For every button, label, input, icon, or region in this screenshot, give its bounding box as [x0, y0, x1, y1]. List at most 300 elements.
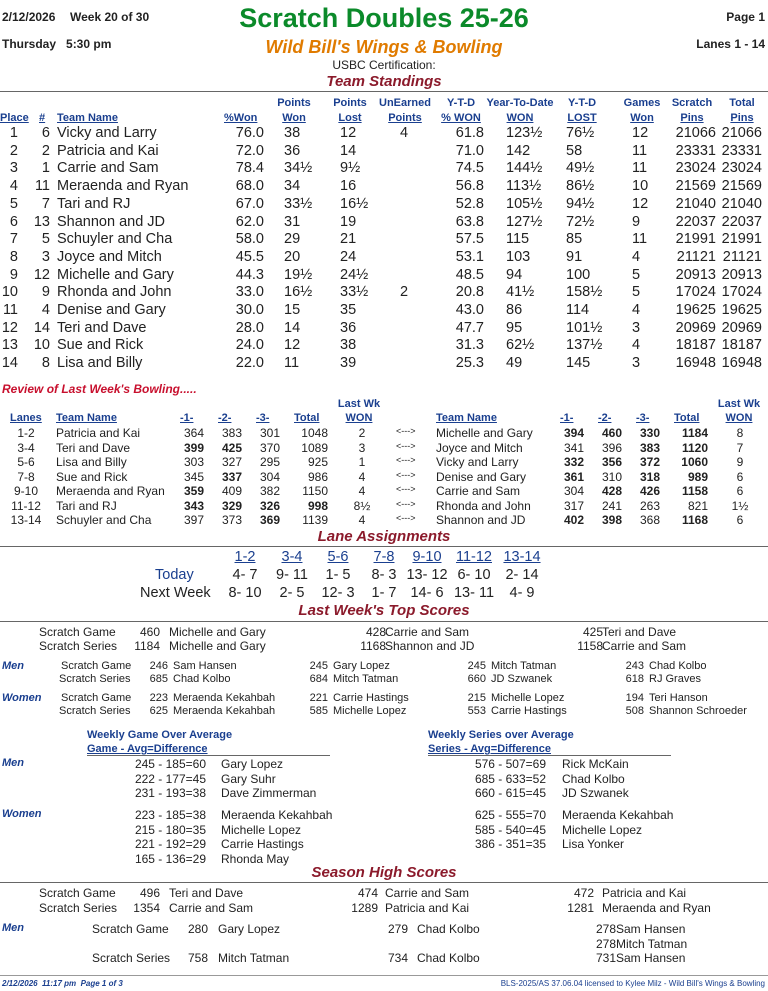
cell-total-pins: 20913: [721, 266, 762, 283]
rv-game-b: 318: [639, 469, 660, 484]
cell-place: 12: [1, 319, 18, 336]
cell-pts-won: 36: [284, 142, 301, 159]
cell-ytd-lost: 85: [566, 231, 583, 248]
score-name: Chad Kolbo: [417, 922, 480, 936]
cell-ytd-pct: 56.8: [455, 178, 484, 195]
cell-total-pins: 21066: [721, 125, 762, 141]
diff-value: 223 - 185=38: [134, 808, 206, 822]
cell-ytd-won: 142: [506, 142, 531, 159]
score-name: Carrie and Sam: [385, 625, 470, 639]
col-num: #: [39, 112, 46, 124]
rv-col-lastwk-1: Last Wk: [337, 398, 381, 410]
score-value: 758: [187, 951, 208, 965]
cell-num: 4: [41, 302, 50, 318]
lane-pair-header: 5-6: [327, 549, 349, 565]
cell-ytd-pct: 48.5: [455, 266, 484, 283]
rv-game-b: 428: [601, 484, 622, 498]
cell-ytd-pct: 25.3: [455, 355, 484, 372]
cell-ytd-lost: 86½: [566, 178, 595, 195]
next-week-label: Next Week: [140, 585, 211, 601]
rv-total-b: 1158: [681, 484, 708, 498]
score-value: 553: [467, 705, 486, 717]
lane-next-week: 2- 5: [279, 585, 305, 601]
over-avg-women-label: Women: [2, 808, 42, 820]
cell-pts-lost: 19: [340, 213, 357, 230]
diff-value: 245 - 185=60: [134, 757, 206, 771]
season-scratch-series-label: Scratch Series: [39, 901, 118, 915]
score-value: 684: [309, 673, 328, 685]
cell-place: 3: [9, 160, 18, 177]
rv-game-b: 304: [563, 484, 584, 498]
score-value: 194: [625, 692, 644, 704]
cell-pctwon: 33.0: [235, 284, 264, 301]
rv-game-a: 364: [183, 426, 204, 440]
score-value: 223: [149, 692, 168, 704]
diff-value: 221 - 192=29: [134, 837, 206, 851]
lane-next-week: 1- 7: [371, 585, 397, 601]
rv-game-a: 425: [221, 440, 242, 455]
cell-total-pins: 23331: [721, 142, 762, 159]
report-date: 2/12/2026: [2, 10, 56, 24]
cell-ytd-lost: 49½: [566, 160, 595, 177]
rv-col-total: Total: [294, 412, 320, 424]
cell-team: Tari and RJ: [57, 195, 131, 212]
cell-pts-won: 29: [284, 231, 301, 248]
rv-game-a: 295: [259, 455, 280, 469]
lane-next-week: 12- 3: [321, 585, 355, 601]
cell-games-won: 10: [632, 178, 649, 195]
season-men-game-label: Scratch Game: [92, 922, 169, 936]
cell-scratch-pins: 22037: [675, 213, 716, 230]
rv-col-g2-b: -2-: [598, 412, 612, 424]
score-name: Teri Hanson: [649, 692, 708, 704]
rv-col-g3: -3-: [256, 412, 270, 424]
cell-team: Vicky and Larry: [57, 125, 157, 141]
col-place: Place: [0, 112, 29, 124]
cell-pts-won: 19½: [284, 266, 313, 283]
cell-pctwon: 58.0: [235, 231, 264, 248]
cell-team: Schuyler and Cha: [57, 231, 173, 248]
cell-pts-won: 11: [284, 355, 300, 372]
score-name: Mitch Tatman: [616, 937, 688, 951]
cell-pctwon: 78.4: [235, 160, 264, 177]
rv-total-b: 989: [687, 469, 708, 484]
cell-place: 8: [9, 248, 18, 265]
rv-team-b: Shannon and JD: [436, 513, 526, 527]
rv-lanes: 7-8: [17, 469, 35, 484]
cell-pctwon: 30.0: [235, 302, 264, 318]
cell-place: 13: [1, 337, 18, 354]
league-title: Scratch Doubles 25-26: [239, 3, 529, 33]
score-value: 685: [149, 673, 168, 685]
diff-name: Michelle Lopez: [562, 822, 643, 837]
rv-vs-arrow: <--->: [396, 440, 416, 451]
rv-lanes: 11-12: [11, 498, 41, 513]
lane-next-week: 13- 11: [453, 585, 495, 601]
women-scratch-series-label: Scratch Series: [59, 705, 131, 717]
col-total-2: Pins: [730, 112, 754, 124]
cell-scratch-pins: 21569: [675, 178, 716, 195]
score-value: 585: [309, 705, 328, 717]
rv-team-b: Vicky and Larry: [436, 455, 519, 469]
rv-lanes: 3-4: [17, 440, 35, 455]
score-value: 1281: [567, 901, 594, 915]
cell-ytd-won: 62½: [506, 337, 535, 354]
cell-games-won: 4: [632, 248, 641, 265]
cell-scratch-pins: 23331: [675, 142, 716, 159]
lane-today: 13- 12: [406, 567, 448, 583]
rv-won-b: 6: [736, 469, 744, 484]
rv-won-b: 6: [736, 513, 744, 527]
score-name: Shannon and JD: [385, 639, 475, 653]
score-value: 215: [467, 692, 486, 704]
cell-num: 14: [33, 319, 50, 336]
cell-pctwon: 45.5: [235, 248, 264, 265]
lanes-range: Lanes 1 - 14: [696, 37, 765, 51]
rv-game-b: 310: [601, 469, 622, 484]
cell-ytd-lost: 145: [566, 355, 591, 372]
score-name: Patricia and Kai: [385, 901, 470, 915]
rv-total-a: 925: [307, 455, 328, 469]
rv-won-a: 4: [358, 469, 366, 484]
cell-games-won: 3: [632, 355, 641, 372]
diff-value: 386 - 351=35: [474, 837, 546, 851]
rv-game-b: 460: [601, 426, 622, 440]
rv-col-g2: -2-: [218, 412, 232, 424]
score-name: Meraenda and Ryan: [602, 901, 711, 915]
lane-pair-header: 9-10: [412, 549, 442, 565]
cell-place: 4: [9, 178, 18, 195]
rv-col-lastwk-2: WON: [345, 412, 373, 424]
diff-name: Meraenda Kekahbah: [221, 808, 333, 822]
score-name: Meraenda Kekahbah: [173, 705, 276, 717]
rv-lanes: 9-10: [13, 484, 39, 498]
rv-game-a: 383: [221, 426, 242, 440]
score-value: 1289: [351, 901, 378, 915]
rv-col-g3-b: -3-: [636, 412, 650, 424]
score-name: Gary Lopez: [218, 922, 281, 936]
cell-games-won: 11: [632, 160, 648, 177]
cell-scratch-pins: 21066: [675, 125, 716, 141]
cell-ytd-pct: 31.3: [455, 337, 484, 354]
cell-team: Meraenda and Ryan: [57, 178, 189, 195]
footer-right: BLS-2025/AS 37.06.04 licensed to Kylee Milz - Wild Bill's Wings & Bowling: [500, 979, 765, 988]
lane-today: 4- 7: [232, 567, 258, 583]
lane-today: 8- 3: [371, 567, 397, 583]
rv-team-a: Sue and Rick: [56, 469, 128, 484]
cell-pctwon: 62.0: [235, 213, 264, 230]
cell-ytd-won: 49: [506, 355, 523, 372]
cell-pts-won: 12: [284, 337, 301, 354]
diff-name: Carrie Hastings: [221, 837, 304, 851]
cell-total-pins: 23024: [721, 160, 762, 177]
cell-total-pins: 21991: [721, 231, 762, 248]
cell-ytd-pct: 53.1: [455, 248, 484, 265]
season-high-title: Season High Scores: [311, 864, 457, 881]
rv-team-b: Carrie and Sam: [436, 484, 521, 498]
cell-games-won: 4: [632, 337, 641, 354]
score-name: Michelle and Gary: [169, 639, 266, 653]
col-ytdlost-2: LOST: [567, 112, 597, 124]
col-unearned-1: UnEarned: [379, 97, 431, 109]
diff-name: Chad Kolbo: [562, 771, 625, 786]
cell-num: 6: [41, 125, 50, 141]
cell-games-won: 11: [632, 142, 648, 159]
rv-won-a: 1: [358, 455, 366, 469]
col-ytdwon-1: Year-To-Date: [486, 97, 554, 109]
top-scores-title: Last Week's Top Scores: [298, 602, 470, 619]
cell-place: 7: [9, 231, 18, 248]
cell-num: 12: [33, 266, 50, 283]
cell-ytd-won: 127½: [506, 213, 543, 230]
diff-value: 576 - 507=69: [474, 757, 546, 771]
rv-game-b: 426: [639, 484, 660, 498]
cell-ytd-lost: 114: [566, 302, 590, 318]
rv-team-a: Patricia and Kai: [56, 426, 141, 440]
cell-games-won: 5: [632, 284, 641, 301]
series-over-avg-sub: Series - Avg=Difference: [428, 743, 551, 755]
cell-team: Lisa and Billy: [57, 355, 143, 372]
rv-game-a: 399: [183, 440, 204, 455]
score-value: 460: [139, 625, 160, 639]
cell-unearned: 4: [400, 125, 409, 141]
cell-ytd-pct: 43.0: [455, 302, 484, 318]
cell-ytd-pct: 71.0: [455, 142, 484, 159]
cell-scratch-pins: 21040: [675, 195, 716, 212]
col-ptswon-2: Won: [282, 112, 306, 124]
over-avg-men-label: Men: [2, 757, 24, 769]
cell-ytd-lost: 137½: [566, 337, 603, 354]
game-over-avg-sub: Game - Avg=Difference: [87, 743, 208, 755]
score-value: 474: [357, 886, 378, 900]
rv-game-a: 409: [221, 484, 242, 498]
cell-games-won: 4: [632, 302, 641, 318]
cell-ytd-lost: 94½: [566, 195, 595, 212]
rv-game-a: 373: [221, 513, 242, 527]
rv-game-b: 398: [601, 513, 622, 527]
cell-ytd-pct: 57.5: [455, 231, 484, 248]
cell-total-pins: 19625: [721, 302, 762, 318]
diff-value: 222 - 177=45: [134, 771, 206, 786]
cell-pctwon: 44.3: [235, 266, 264, 283]
rv-won-b: 8: [736, 426, 744, 440]
cell-games-won: 5: [632, 266, 641, 283]
score-value: 425: [582, 625, 603, 639]
cell-pts-lost: 9½: [340, 160, 361, 177]
score-name: Carrie Hastings: [491, 705, 567, 717]
rv-game-a: 303: [183, 455, 204, 469]
score-value: 496: [139, 886, 160, 900]
diff-value: 660 - 615=45: [474, 786, 546, 800]
rv-col-total-b: Total: [674, 412, 700, 424]
cell-scratch-pins: 21121: [676, 248, 716, 265]
rv-col-lastwk-b-1: Last Wk: [717, 398, 761, 410]
rv-total-b: 821: [687, 498, 708, 513]
rv-col-g1: -1-: [180, 412, 194, 424]
cell-ytd-pct: 63.8: [455, 213, 484, 230]
men-label: Men: [2, 660, 24, 672]
rv-game-b: 402: [563, 513, 584, 527]
rv-col-lanes: Lanes: [10, 412, 42, 424]
diff-value: 231 - 193=38: [134, 786, 206, 800]
rv-team-a: Teri and Dave: [56, 440, 131, 455]
rv-game-a: 329: [221, 498, 242, 513]
cell-pts-lost: 12: [340, 125, 357, 141]
cell-pts-lost: 33½: [340, 284, 369, 301]
rv-game-a: 326: [259, 498, 280, 513]
cell-pts-won: 16½: [284, 284, 313, 301]
cell-ytd-won: 113½: [506, 178, 542, 195]
cell-games-won: 3: [632, 319, 641, 336]
men-scratch-game-label: Scratch Game: [61, 660, 132, 672]
score-name: Teri and Dave: [602, 625, 677, 639]
rv-col-lastwk-b-2: WON: [725, 412, 753, 424]
score-name: Patricia and Kai: [602, 886, 687, 900]
rv-game-b: 394: [563, 426, 584, 440]
score-name: Mitch Tatman: [333, 673, 399, 685]
rv-game-b: 361: [563, 469, 584, 484]
rv-won-a: 8½: [353, 498, 371, 513]
cell-total-pins: 17024: [721, 284, 762, 301]
score-name: Carrie and Sam: [602, 639, 687, 653]
rv-total-a: 1048: [301, 426, 328, 440]
cell-pts-lost: 16: [340, 178, 357, 195]
game-over-avg-title: Weekly Game Over Average: [87, 729, 233, 741]
rv-won-a: 4: [358, 513, 366, 527]
cell-pts-won: 15: [284, 302, 301, 318]
rv-team-b: Denise and Gary: [436, 469, 527, 484]
rv-game-b: 396: [601, 440, 622, 455]
rv-won-a: 3: [358, 440, 366, 455]
cell-team: Joyce and Mitch: [57, 248, 162, 265]
cell-scratch-pins: 20969: [675, 319, 716, 336]
bowling-center: Wild Bill's Wings & Bowling: [265, 37, 503, 57]
cell-num: 5: [41, 231, 50, 248]
col-ytdwon-2: WON: [506, 112, 534, 124]
cell-total-pins: 21121: [722, 248, 762, 265]
lane-pair-header: 7-8: [373, 549, 395, 565]
rv-total-b: 1184: [681, 426, 708, 440]
cell-pctwon: 68.0: [235, 178, 264, 195]
lane-today: 2- 14: [505, 567, 539, 583]
col-ptswon-1: Points: [277, 97, 311, 109]
team-scratch-game-label: Scratch Game: [39, 625, 116, 639]
diff-value: 625 - 555=70: [474, 808, 546, 822]
cell-games-won: 12: [632, 125, 649, 141]
diff-name: Meraenda Kekahbah: [562, 808, 674, 822]
rv-won-b: 7: [736, 440, 744, 455]
cell-team: Rhonda and John: [57, 284, 172, 301]
diff-name: Rhonda May: [221, 851, 290, 866]
cell-place: 6: [9, 213, 18, 230]
score-name: Michelle Lopez: [333, 705, 407, 717]
review-title: Review of Last Week's Bowling.....: [2, 382, 197, 396]
rv-vs-arrow: <--->: [396, 455, 416, 465]
cell-pts-won: 20: [284, 248, 301, 265]
rv-won-b: 6: [736, 484, 744, 498]
cell-ytd-lost: 58: [566, 142, 583, 159]
cell-pts-lost: 36: [340, 319, 357, 336]
diff-value: 685 - 633=52: [474, 771, 546, 786]
cell-ytd-pct: 61.8: [455, 125, 484, 141]
cell-scratch-pins: 21991: [675, 231, 716, 248]
score-value: 618: [625, 673, 644, 685]
cell-scratch-pins: 17024: [675, 284, 716, 301]
rv-team-a: Schuyler and Cha: [56, 513, 152, 527]
cell-place: 2: [9, 142, 18, 159]
cell-num: 2: [41, 142, 50, 159]
day-time: Thursday 5:30 pm: [2, 37, 112, 51]
col-total-1: Total: [729, 97, 755, 109]
cell-ytd-lost: 91: [566, 248, 583, 265]
rv-total-b: 1060: [681, 455, 708, 469]
lane-today: 9- 11: [276, 567, 308, 583]
cell-ytd-lost: 100: [566, 266, 591, 283]
cell-num: 10: [33, 337, 50, 354]
standings-title: Team Standings: [326, 73, 442, 90]
diff-value: 585 - 540=45: [474, 822, 546, 837]
cell-ytd-pct: 74.5: [455, 160, 484, 177]
score-value: 1354: [133, 901, 160, 915]
lanes-title: Lane Assignments: [317, 528, 451, 545]
cell-pctwon: 67.0: [235, 195, 264, 212]
season-men-series-label: Scratch Series: [92, 951, 171, 965]
cell-pctwon: 76.0: [235, 125, 264, 141]
score-value: 246: [149, 660, 168, 672]
cell-pts-lost: 38: [340, 337, 357, 354]
rv-game-a: 370: [259, 440, 280, 455]
score-value: 280: [187, 922, 208, 936]
rv-vs-arrow: <--->: [396, 513, 416, 523]
rv-game-a: 327: [221, 455, 242, 469]
diff-value: 215 - 180=35: [134, 822, 206, 837]
col-ytdpct-1: Y-T-D: [446, 97, 476, 109]
rv-team-a: Lisa and Billy: [56, 455, 127, 469]
score-name: Teri and Dave: [169, 886, 244, 900]
rv-team-a: Meraenda and Ryan: [56, 484, 165, 498]
rv-total-a: 1150: [302, 484, 328, 498]
rv-team-b: Rhonda and John: [436, 498, 531, 513]
lane-next-week: 4- 9: [509, 585, 535, 601]
cell-ytd-lost: 158½: [566, 284, 603, 301]
rv-lanes: 1-2: [17, 426, 35, 440]
rv-vs-arrow: <--->: [396, 469, 416, 480]
cell-place: 11: [2, 302, 18, 318]
score-value: 279: [387, 922, 408, 936]
cell-team: Patricia and Kai: [57, 142, 159, 159]
cell-scratch-pins: 23024: [675, 160, 716, 177]
cell-scratch-pins: 16948: [675, 355, 716, 372]
cell-ytd-won: 95: [506, 319, 523, 336]
cell-team: Carrie and Sam: [57, 160, 159, 177]
score-name: Michelle and Gary: [169, 625, 266, 639]
rv-game-a: 369: [259, 513, 280, 527]
diff-name: Rick McKain: [562, 757, 629, 771]
cell-ytd-won: 86: [506, 302, 523, 318]
cell-pts-lost: 24½: [340, 266, 369, 283]
rv-game-b: 372: [639, 455, 660, 469]
cell-num: 8: [41, 355, 50, 372]
cell-pctwon: 72.0: [235, 142, 264, 159]
rv-game-a: 337: [221, 469, 242, 484]
score-name: Chad Kolbo: [173, 673, 231, 685]
cell-ytd-won: 144½: [506, 160, 543, 177]
lane-pair-header: 3-4: [281, 549, 303, 565]
cell-place: 9: [9, 266, 18, 283]
rv-total-a: 986: [307, 469, 328, 484]
score-name: Carrie Hastings: [333, 692, 409, 704]
score-value: 508: [625, 705, 644, 717]
